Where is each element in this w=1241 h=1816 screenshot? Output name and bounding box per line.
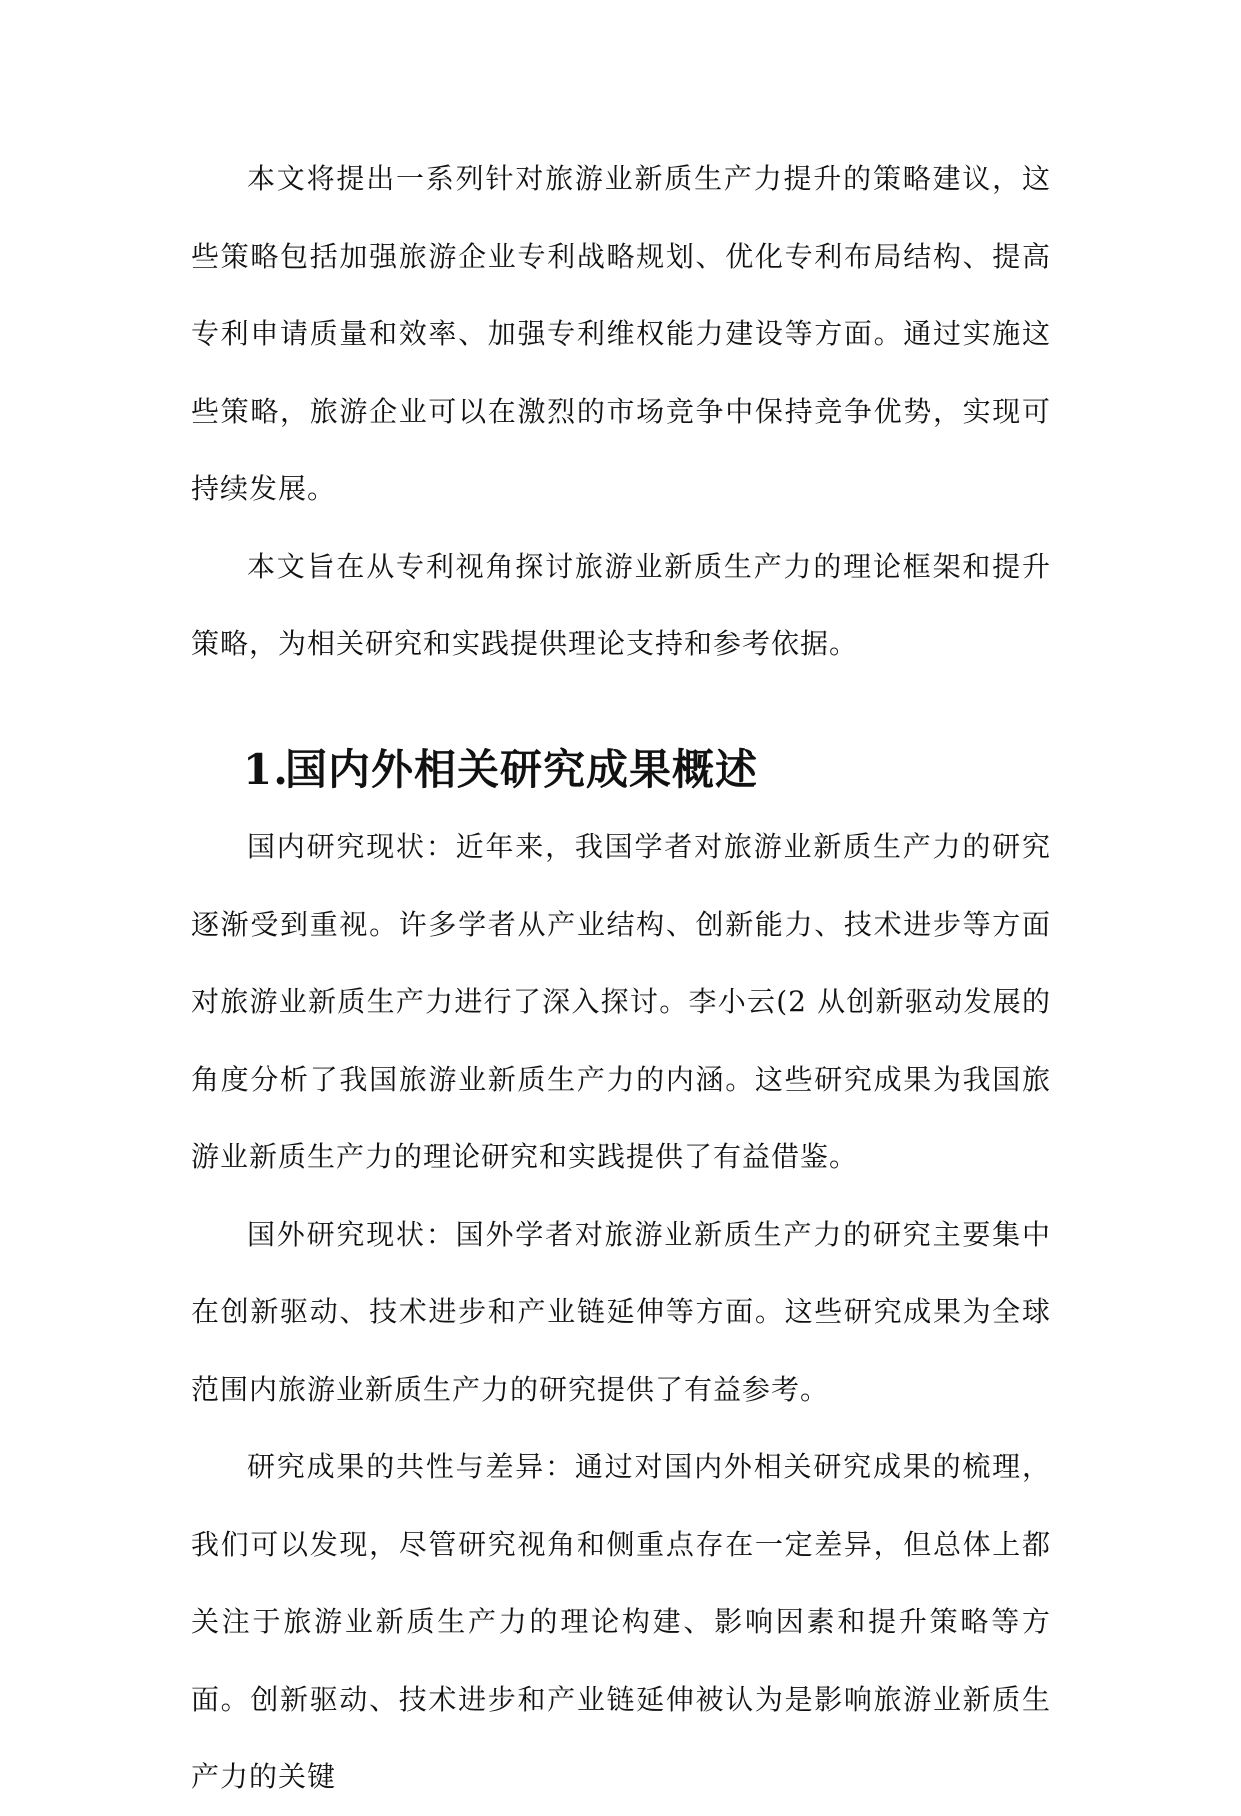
section-heading: [191, 731, 1051, 809]
paragraph-foreign-research: 国外研究现状：国外学者对旅游业新质生产力的研究主要集中在创新驱动、技术进步和产业链延伸等方面。这些研究成果为全球范围内旅游业新质生产力的研究提供了有益参考。: [191, 1217, 1051, 1406]
paragraph-domestic-research: 国内研究现状：近年来，我国学者对旅游业新质生产力的研究逐渐受到重视。许多学者从产业结构、创新能力、技术进步等方面对旅游业新质生产力进行了深入探讨。李小云(2 从创新驱动发展的角度分析了我国旅游业新质生产力的内涵。这些研究成果为我国旅游业新质生产力的理论研究和实践提供了有益借鉴。: [191, 830, 1051, 1173]
section-spacer: [191, 683, 1051, 731]
paragraph-purpose: 本文旨在从专利视角探讨旅游业新质生产力的理论框架和提升策略，为相关研究和实践提供理论支持和参考依据。: [191, 549, 1051, 660]
section-number: 1.: [243, 744, 289, 794]
paragraph-strategy-proposals: 本文将提出一系列针对旅游业新质生产力提升的策略建议，这些策略包括加强旅游企业专利战略规划、优化专利布局结构、提高专利申请质量和效率、加强专利维权能力建设等方面。通过实施这些策略，旅游企业可以在激烈的市场竞争中保持竞争优势，实现可持续发展。: [191, 162, 1051, 505]
paragraph-commonalities: 研究成果的共性与差异：通过对国内外相关研究成果的梳理，我们可以发现，尽管研究视角和侧重点存在一定差异，但总体上都关注于旅游业新质生产力的理论构建、影响因素和提升策略等方面。创新驱动、技术进步和产业链延伸被认为是影响旅游业新质生产力的关键: [191, 1450, 1051, 1793]
document-body: [191, 140, 1051, 1816]
section-title: 国内外相关研究成果概述: [285, 744, 759, 794]
